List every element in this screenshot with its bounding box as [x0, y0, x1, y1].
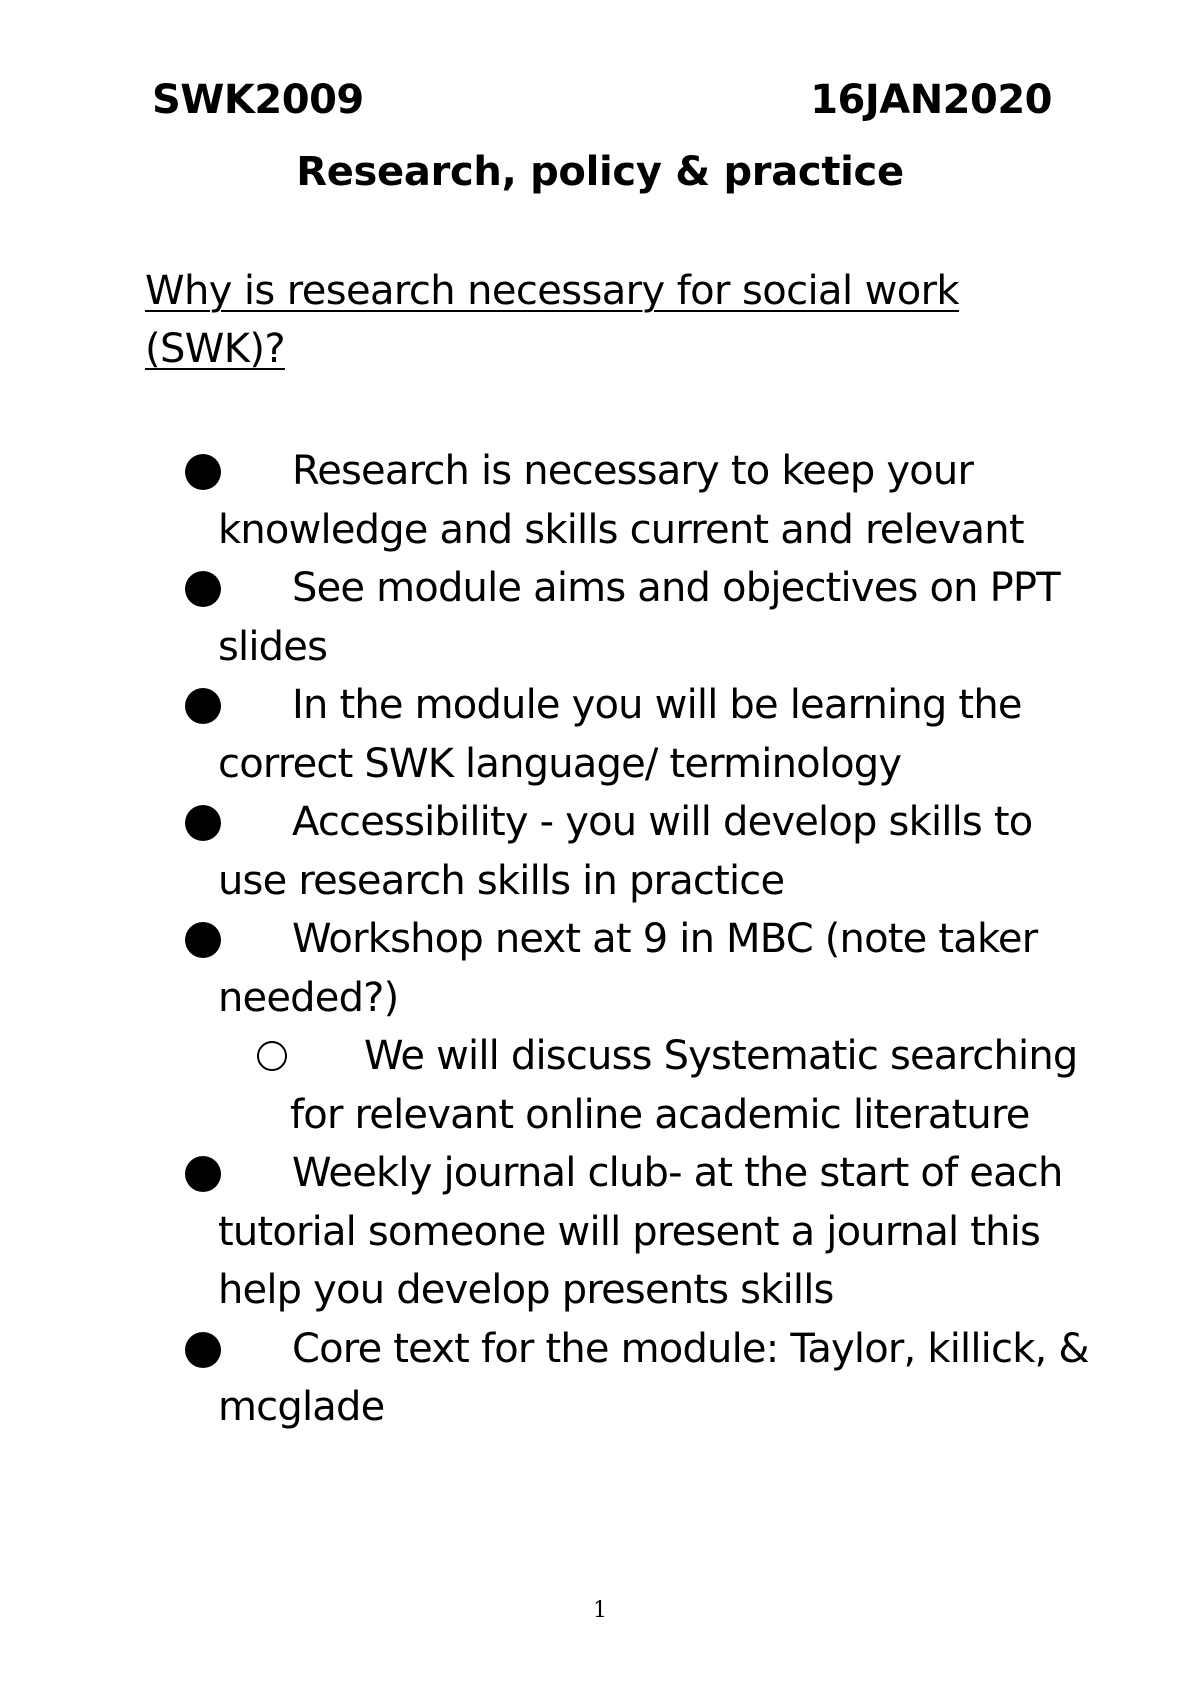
filled-bullet-icon	[185, 1332, 221, 1368]
list-item	[0, 793, 1200, 910]
note-text: Research is necessary to keep your knowledge and skills current and relevant	[218, 448, 1024, 553]
hollow-bullet-icon	[257, 1041, 287, 1071]
list-item	[0, 442, 1200, 559]
lecture-date: 16JAN2020	[810, 77, 1052, 123]
page-title: Research, policy & practice	[296, 149, 904, 195]
notes-list	[0, 442, 1200, 1437]
page-number: 1	[593, 1598, 607, 1623]
list-item	[0, 559, 1200, 676]
filled-bullet-icon	[185, 1156, 221, 1192]
filled-bullet-icon	[185, 571, 221, 607]
note-text: Accessibility - you will develop skills to use research skills in practice	[218, 799, 1033, 904]
section-question: Why is research necessary for social work (SWK)?	[145, 268, 959, 372]
note-text: Workshop next at 9 in MBC (note taker needed?)	[218, 916, 1038, 1021]
note-text: In the module you will be learning the correct SWK language/ terminology	[218, 682, 1022, 787]
sub-list-item	[0, 1027, 1200, 1144]
document-header	[152, 74, 1052, 134]
list-item	[0, 676, 1200, 793]
note-text: See module aims and objectives on PPT slides	[218, 565, 1060, 670]
list-item	[0, 1144, 1200, 1320]
filled-bullet-icon	[185, 805, 221, 841]
note-text: Weekly journal club- at the start of each tutorial someone will present a journal this help you develop presents skills	[218, 1150, 1063, 1313]
subnote-text: We will discuss Systematic searching for relevant online academic literature	[290, 1033, 1078, 1138]
course-code: SWK2009	[152, 77, 364, 123]
list-item	[0, 910, 1200, 1027]
list-item	[0, 1320, 1200, 1437]
filled-bullet-icon	[185, 688, 221, 724]
filled-bullet-icon	[185, 454, 221, 490]
note-text: Core text for the module: Taylor, killick, & mcglade	[218, 1325, 1089, 1430]
filled-bullet-icon	[185, 922, 221, 958]
